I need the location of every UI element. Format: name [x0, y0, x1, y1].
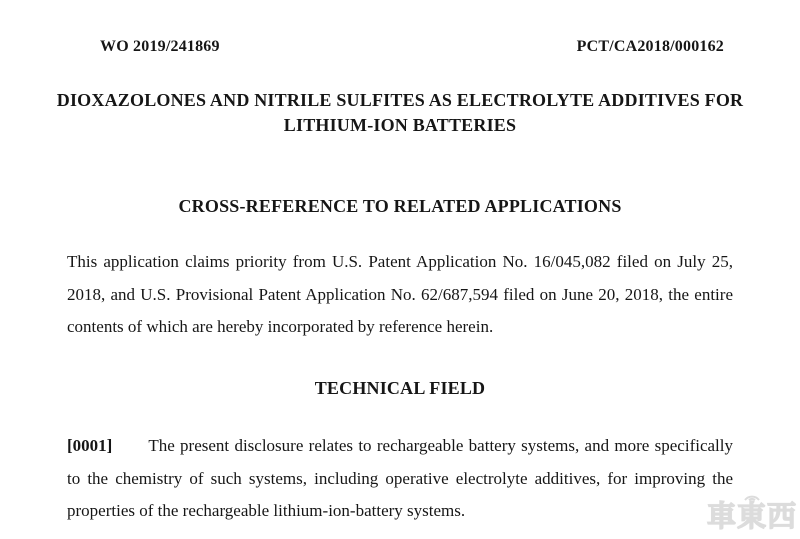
section-heading-cross-reference: CROSS-REFERENCE TO RELATED APPLICATIONS [178, 196, 622, 216]
publication-number: WO 2019/241869 [100, 38, 220, 55]
document-title [0, 88, 800, 138]
paragraph-number: [0001] [67, 436, 113, 455]
paragraph-0001 [67, 430, 733, 528]
application-number: PCT/CA2018/000162 [576, 38, 724, 55]
paragraph-priority-claim: This application claims priority from U.S. Patent Application No. 16/045,082 filed on July 25, 2018, and U.S. Provisional Patent Application No. 62/687,594 filed on June 20, 2018, the entire contents of which are hereby incorporated by reference herein. [67, 252, 733, 336]
section-heading-technical-field: TECHNICAL FIELD [314, 378, 486, 398]
paragraph-0001-text: The present disclosure relates to rechargeable battery systems, and more specifically to the chemistry of such systems, including operative electrolyte additives, for improving the properties of the rechargeable lithium-ion-battery systems. [67, 436, 733, 520]
document-title-line-1: DIOXAZOLONES AND NITRILE SULFITES AS ELECTROLYTE ADDITIVES FOR [56, 90, 744, 110]
document-title-line-2: LITHIUM-ION BATTERIES [283, 115, 517, 135]
signal-arcs-icon [741, 488, 763, 501]
page-header [100, 38, 724, 56]
watermark-text: 車東西 [706, 499, 797, 533]
watermark-logo [707, 488, 800, 537]
